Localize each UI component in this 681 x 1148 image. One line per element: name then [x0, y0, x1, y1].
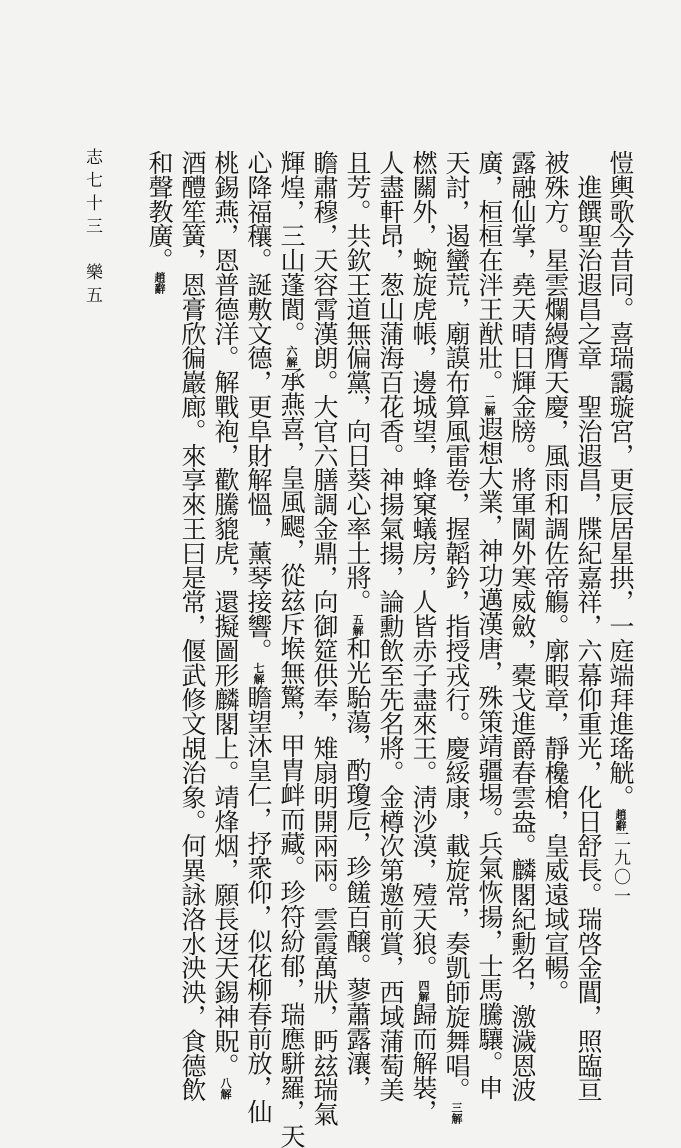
inline-annotation: 六解 — [285, 345, 298, 368]
text-column-2 — [574, 150, 603, 1102]
column-text: 桃錫燕，恩普德洋。解戰袍，歡騰貔虎，還擬圖形麟閣上。靖烽烟，願長迓天錫神貺。 — [211, 150, 240, 1078]
column-text: 進饌聖治遐昌之章 聖治遐昌，牒紀嘉祥，六幕仰重光，化日舒長。瑞啓金閶，照臨亘 — [574, 150, 603, 1102]
column-text: 輝煌，三山蓬閬。 — [277, 150, 306, 346]
column-text: 瞻肅穆，天容霄漢朗。大官六膳調金鼎，向御筵供奉，雉扇明開兩兩。雲霞萬狀，眄玆瑞氣 — [310, 150, 339, 1127]
column-text-continued: 瞻望沐皇仁，抒衆仰，似花柳春前放，仙 — [244, 684, 273, 1124]
text-column-6 — [442, 150, 471, 1124]
column-text-continued: 和光駘蕩，酌瓊卮，珍饈百醸。蓼蕭露瀼， — [343, 635, 372, 1100]
text-column-14 — [178, 150, 207, 1102]
column-text: 酒醴笙簧，恩膏欣徧巖廊。來享來王曰是常，偃武修文覘治象。何異詠洛水泱泱，食德飲 — [178, 150, 207, 1102]
column-text: 心降福穰。誕敷文德，更阜財解慍，薰琴接響。 — [244, 150, 273, 663]
inline-annotation: 趙辭 — [614, 808, 627, 831]
text-column-3 — [541, 150, 570, 1005]
inline-annotation: 趙辭 — [153, 272, 166, 295]
inline-annotation: 三解 — [450, 1101, 463, 1124]
inline-annotation: 五解 — [351, 613, 364, 636]
page-number: 二九〇一 — [610, 830, 630, 906]
column-text-continued: 星雲爛縵膺天慶，風雨和調佐帝觴。廓睱章，靜欃槍，皇威遠域宣暢。 — [541, 247, 570, 1005]
inline-annotation: 七解 — [252, 662, 265, 685]
running-footer: 志七十三 樂五 — [82, 148, 102, 309]
text-column-13 — [211, 150, 240, 1100]
inline-annotation: 二解 — [483, 394, 496, 417]
column-text: 廣，桓桓在泮王猷壯。 — [475, 150, 504, 395]
column-text-continued: 歸而解裝， — [409, 1001, 438, 1124]
column-text: 且芳。共欽王道無偏黨，向日葵心率土將。 — [343, 150, 372, 614]
column-text-continued: 遐想大業，神功邁漢唐，殊策靖疆埸。兵氣恢揚，士馬騰驤。申 — [475, 416, 504, 1100]
column-text: 天討，遏蠻荒，廟謨布算風雷卷，握韜鈐，指授戎行。慶綏康，載旋常，奏凱師旋舞唱。 — [442, 150, 471, 1102]
column-text: 人盡軒昂，葱山蒲海百花香。神揚氣揚，論勳飲至先名將。金樽次第邀前賞，西域蒲萄美 — [376, 150, 405, 1102]
text-column-9 — [343, 150, 372, 1100]
inline-annotation: 四解 — [417, 979, 430, 1002]
column-text: 橪關外，蜿旋虎帳，邊城望，蜂窠蟻房，人皆赤子盡來王。淸沙漠，殪天狼。 — [409, 150, 438, 980]
text-column-12 — [244, 150, 273, 1124]
text-column-11 — [277, 150, 306, 1148]
column-text-continued: 承燕喜，皇風颸，從玆斥堠無驚，甲胄衅而藏。珍符紛郁，瑞應駢羅，天 — [277, 367, 306, 1148]
text-column-15 — [145, 150, 174, 920]
column-text: 露融仙掌，堯天晴日輝金牓。將軍閫外寒威斂，橐戈進爵春雲盎。麟閣紀勳名，激濊恩波 — [508, 150, 537, 1102]
column-text: 被殊方。 — [541, 150, 570, 248]
column-text: 愷輿歌今昔同。喜瑞靄璇宮，更辰居星拱，一庭端拜進瑤觥。 — [606, 150, 635, 809]
text-column-10 — [310, 150, 339, 1127]
text-column-4 — [508, 150, 537, 1102]
text-column-1 — [606, 150, 635, 920]
column-text: 和聲教廣。 — [145, 150, 174, 273]
text-column-5 — [475, 150, 504, 1100]
text-column-8 — [376, 150, 405, 1102]
text-column-7 — [409, 150, 438, 1124]
inline-annotation: 八解 — [219, 1077, 232, 1100]
